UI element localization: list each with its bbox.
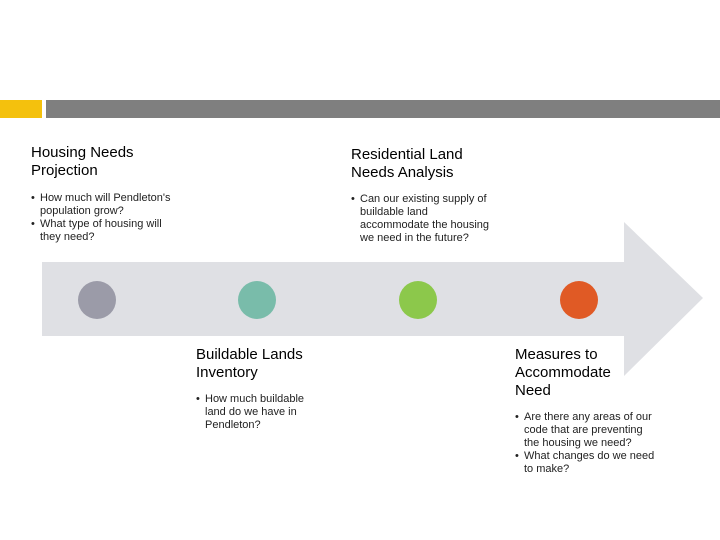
step-questions (351, 193, 491, 245)
step-3-dot (399, 281, 437, 319)
question-item: • What type of housing will they need? (31, 218, 171, 244)
step-questions (31, 192, 171, 244)
step-questions (515, 411, 655, 476)
step-title: Measures to Accommodate Need (515, 346, 611, 399)
step-measures-to-accommodate (515, 346, 665, 476)
step-buildable-lands-inventory (196, 346, 346, 432)
step-title: Residential Land Needs Analysis (351, 146, 463, 181)
step-residential-land-needs (351, 146, 501, 245)
step-title: Housing Needs Projection (31, 144, 134, 179)
step-2-dot (238, 281, 276, 319)
question-item: • Can our existing supply of buildable land accommodate the housing we need in the future? (351, 193, 491, 245)
step-title: Buildable Lands Inventory (196, 346, 303, 381)
question-item: • What changes do we need to make? (515, 450, 655, 476)
question-item: • How much will Pendleton's population grow? (31, 192, 171, 218)
step-questions (196, 393, 321, 432)
step-1-dot (78, 281, 116, 319)
step-4-dot (560, 281, 598, 319)
question-item: • Are there any areas of our code that are preventing the housing we need? (515, 411, 655, 450)
question-item: • How much buildable land do we have in Pendleton? (196, 393, 321, 432)
step-housing-needs-projection (31, 144, 201, 244)
